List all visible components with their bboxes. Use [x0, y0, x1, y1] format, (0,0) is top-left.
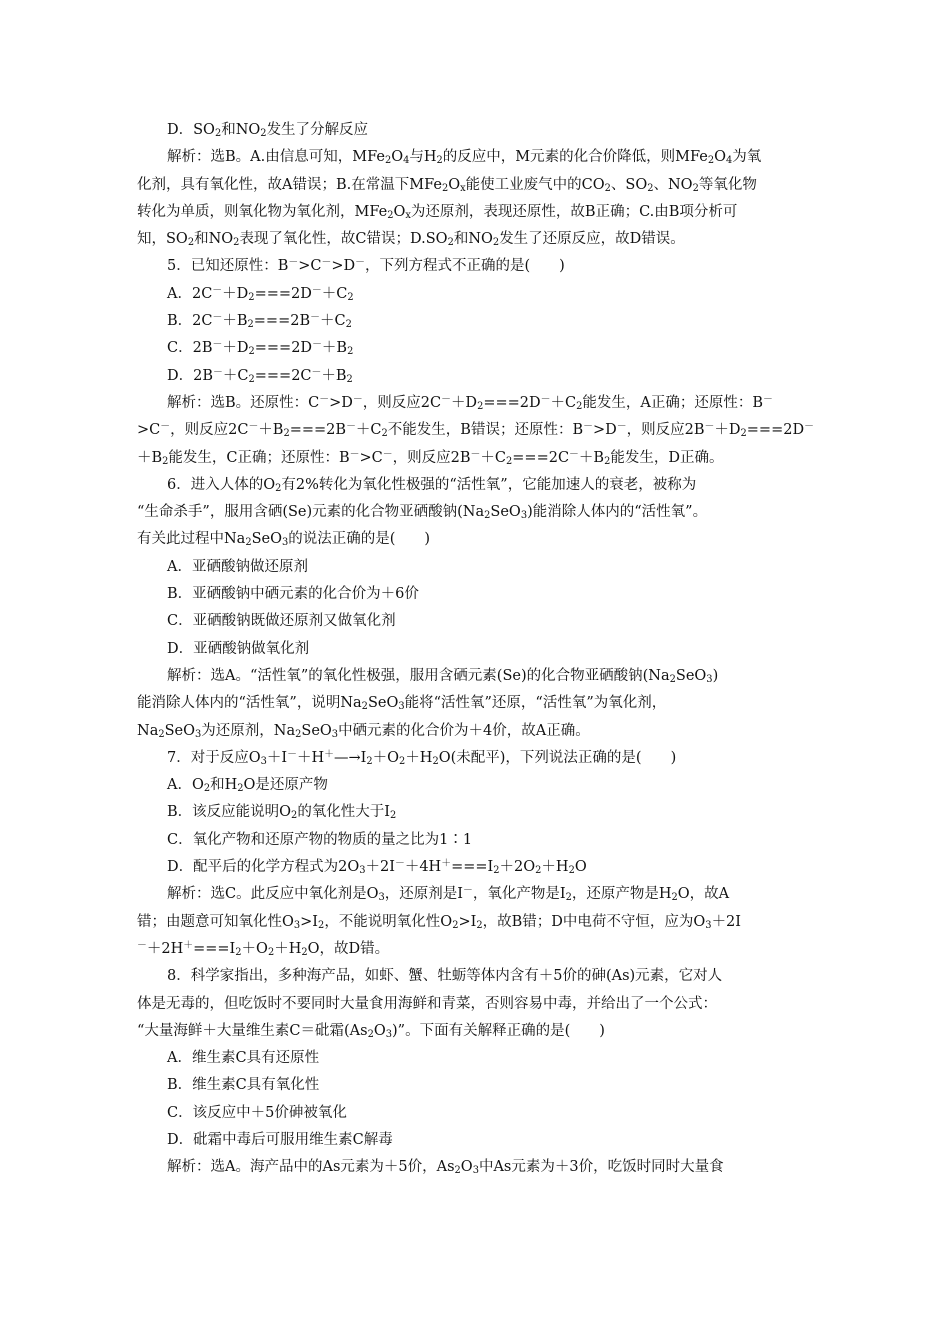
text-line: 转化为单质，则氧化物为氧化剂，$MFe_2O_x$为还原剂，表现还原性，故B正确；C.由B项分析可 — [137, 203, 738, 221]
text-line: D．$2B^-+C_2===2C^-+B_2$ — [167, 366, 353, 385]
text-line: 解析：选C。此反应中氧化剂是$O_3$，还原剂是I－，氧化产物是$I_2$，还原产物是$H_2O$，故A — [167, 885, 730, 904]
text-line: 5．已知还原性：B－>C－>D－，下列方程式不正确的是( ) — [167, 257, 565, 275]
text-line: 6．进入人体的$O_2$有2%转化为氧化性极强的“活性氧”，它能加速人的衰老，被称为 — [167, 476, 697, 494]
text-line: C．该反应中＋5价砷被氧化 — [167, 1104, 347, 1121]
text-line: B．亚硒酸钠中硒元素的化合价为＋6价 — [167, 586, 419, 603]
document-page — [137, 117, 822, 1182]
text-line: B．维生素C具有氧化性 — [167, 1077, 320, 1094]
text-line: $^-+2H^+===I_2+O_2+H_2O$，故D错。 — [137, 939, 390, 958]
text-line: $+B_2$能发生，C正确；还原性：B－>C－，则反应$2B^-+C_2===2C^-+B_2$能发生，D正确。 — [137, 448, 724, 467]
text-line: $Na_2SeO_3$为还原剂，$Na_2SeO_3$中硒元素的化合价为＋4价，故A正确。 — [137, 722, 590, 740]
text-line: 8．科学家指出，多种海产品，如虾、蟹、牡蛎等体内含有＋5价的砷(As)元素，它对人 — [167, 968, 723, 985]
text-line: A．维生素C具有还原性 — [167, 1050, 320, 1067]
text-line: A．$O_2$和$H_2O$是还原产物 — [167, 777, 328, 794]
text-line: 解析：选B。还原性：C－>D－，则反应$2C^-+D_2===2D^-+C_2$能发生，A正确；还原性：B－ — [167, 394, 773, 412]
text-line: 错；由题意可知氧化性$O_3>I_2$，不能说明氧化性$O_2>I_2$，故B错；D中电荷不守恒，应为$O_3+2I$ — [137, 913, 742, 931]
text-line: D．$SO_2$和$NO_2$发生了分解反应 — [167, 122, 369, 139]
text-line: C．$2B^-+D_2===2D^-+B_2$ — [167, 339, 354, 358]
text-line: B．该反应能说明$O_2$的氧化性大于$I_2$ — [167, 804, 397, 822]
text-line: C．亚硒酸钠既做还原剂又做氧化剂 — [167, 613, 396, 630]
text-line: D．砒霜中毒后可服用维生素C解毒 — [167, 1131, 393, 1148]
text-line: 化剂，具有氧化性，故A错误；B.在常温下$MFe_2O_x$能使工业废气中的$CO_2$、$SO_2$、$NO_2$等氧化物 — [137, 176, 757, 194]
text-line: 解析：选A。海产品中的As元素为＋5价，$As_2O_3$中As元素为＋3价，吃饭时同时大量食 — [167, 1159, 724, 1177]
text-line: B．$2C^-+B_2===2B^-+C_2$ — [167, 312, 352, 330]
text-line: 有关此过程中$Na_2SeO_3$的说法正确的是( ) — [137, 531, 431, 549]
text-line: D．亚硒酸钠做氧化剂 — [167, 640, 310, 657]
text-line: A．亚硒酸钠做还原剂 — [167, 558, 308, 575]
text-line: 体是无毒的，但吃饭时不要同时大量食用海鲜和青菜，否则容易中毒，并给出了一个公式： — [137, 995, 717, 1012]
text-line: A．$2C^-+D_2===2D^-+C_2$ — [167, 284, 354, 303]
text-line: 解析：选B。A.由信息可知，$MFe_2O_4$与$H_2$的反应中，M元素的化合价降低，则$MFe_2O_4$为氧 — [167, 149, 762, 167]
text-line: “生命杀手”，服用含硒(Se)元素的化合物亚硒酸钠$(Na_2SeO_3)$能消除人体内的“活性氧”。 — [137, 504, 708, 521]
text-line: 知，$SO_2$和$NO_2$表现了氧化性，故C错误；$D.SO_2$和$NO_2$发生了还原反应，故D错误。 — [137, 231, 685, 248]
text-line: “大量海鲜＋大量维生素C＝砒霜$(As_2O_3)$”。下面有关解释正确的是( ) — [137, 1022, 605, 1040]
text-line: D．配平后的化学方程式为$2O_3+2I^-+4H^+===I_2+2O_2+H_2O$ — [167, 858, 587, 876]
text-line: 解析：选A。“活性氧”的氧化性极强，服用含硒元素(Se)的化合物亚硒酸钠$(Na_2SeO_3)$ — [167, 667, 719, 685]
text-line: >C－，则反应$2C^-+B_2===2B^-+C_2$不能发生，B错误；还原性：B－>D－，则反应$2B^-+D_2===2D^-$ — [137, 421, 814, 440]
text-line: 7．对于反应$O_3+I^-+H^+—\to I_2+O_2+H_2O$(未配平)，下列说法正确的是( ) — [167, 748, 677, 767]
text-line: 能消除人体内的“活性氧”，说明$Na_2SeO_3$能将“活性氧”还原，“活性氧”为氧化剂， — [137, 695, 667, 712]
text-line: C．氧化产物和还原产物的物质的量之比为1∶1 — [167, 831, 473, 848]
